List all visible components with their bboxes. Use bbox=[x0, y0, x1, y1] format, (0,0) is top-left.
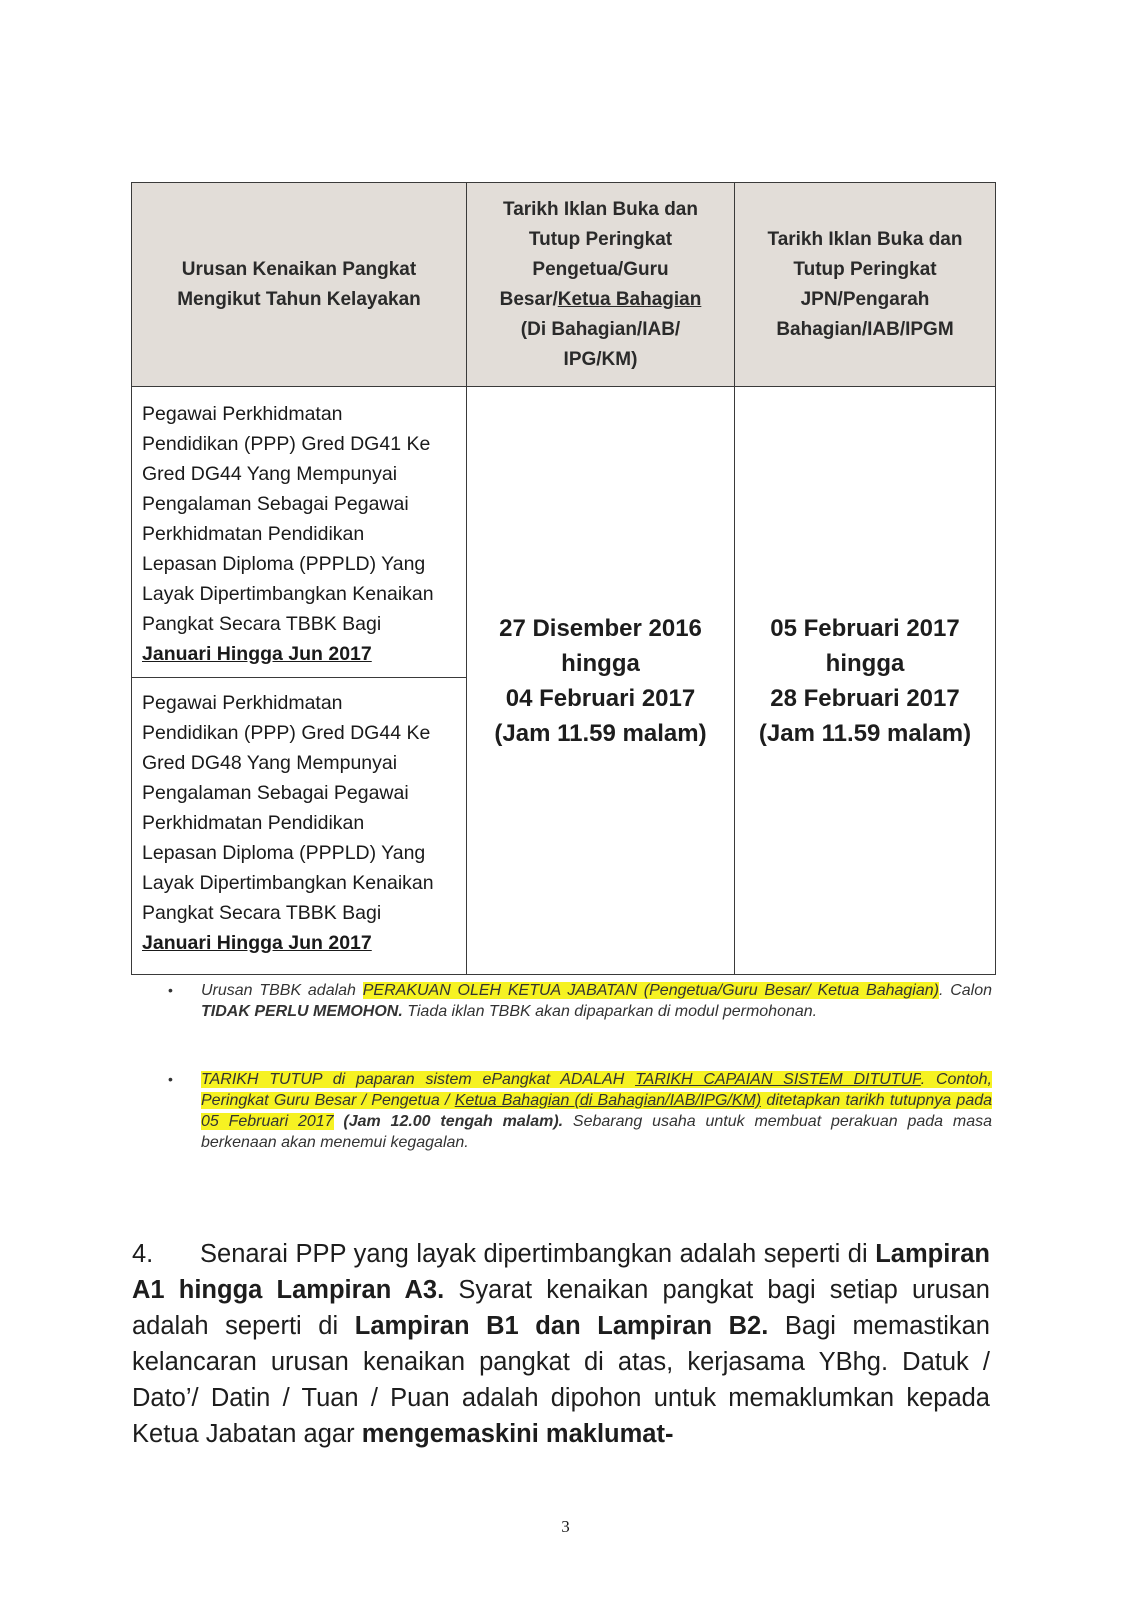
note-tbbk: • Urusan TBBK adalah PERAKUAN OLEH KETUA JABATAN (Pengetua/Guru Besar/ Ketua Bahagian). Calon TIDAK PERLU MEMOHON. Tiada iklan TBBK akan dipaparkan di modul permohonan. bbox=[168, 982, 993, 1020]
header-urusan: Urusan Kenaikan Pangkat Mengikut Tahun Kelayakan bbox=[132, 183, 467, 387]
header-jpn-dates: Tarikh Iklan Buka dan Tutup Peringkat JPN/Pengarah Bahagian/IAB/IPGM bbox=[735, 183, 996, 387]
bullet-icon: • bbox=[168, 1071, 173, 1087]
note-closing-date: • TARIKH TUTUP di paparan sistem ePangkat ADALAH TARIKH CAPAIAN SISTEM DITUTUP. Contoh, Peringkat Guru Besar / Pengetua / Ketua Bahagian (di Bahagian/IAB/IPG/KM) ditetapkan tarikh tutupnya pada 05 Februari 2017 (Jam 12.00 tengah malam). Sebarang usaha untuk membuat perakuan pada masa berkenaan akan menemui kegagalan. bbox=[168, 1071, 993, 1151]
page-number: 3 bbox=[561, 1517, 570, 1536]
eligibility-cell bbox=[132, 387, 467, 975]
eligibility-dg41-dg44: Pegawai Perkhidmatan Pendidikan (PPP) Gred DG41 Ke Gred DG44 Yang Mempunyai Pengalaman Sebagai Pegawai Perkhidmatan Pendidikan Lepasan Diploma (PPPLD) Yang Layak Dipertimbangkan Kenaikan Pangkat Secara TBBK Bagi Januari Hingga Jun 2017 bbox=[132, 387, 466, 678]
promotion-schedule-table bbox=[131, 182, 996, 975]
paragraph-number: 4. bbox=[132, 1240, 154, 1268]
principal-date-range: 27 Disember 2016 hingga 04 Februari 2017 (Jam 11.59 malam) bbox=[467, 387, 735, 975]
jpn-date-range: 05 Februari 2017 hingga 28 Februari 2017 (Jam 11.59 malam) bbox=[735, 387, 996, 975]
bullet-icon: • bbox=[168, 982, 173, 998]
paragraph-4: 4. Senarai PPP yang layak dipertimbangkan adalah seperti di Lampiran A1 hingga Lampiran A3. Syarat kenaikan pangkat bagi setiap urusan adalah seperti di Lampiran B1 dan Lampiran B2. Bagi memastikan kelancaran urusan kenaikan pangkat di atas, kerjasama YBhg. Datuk / Dato’/ Datin / Tuan / Puan adalah dipohon untuk memaklumkan kepada Ketua Jabatan agar mengemaskini maklumat- bbox=[132, 1236, 990, 1452]
eligibility-dg44-dg48: Pegawai Perkhidmatan Pendidikan (PPP) Gred DG44 Ke Gred DG48 Yang Mempunyai Pengalaman Sebagai Pegawai Perkhidmatan Pendidikan Lepasan Diploma (PPPLD) Yang Layak Dipertimbangkan Kenaikan Pangkat Secara TBBK Bagi Januari Hingga Jun 2017 bbox=[142, 692, 434, 954]
table-header-row bbox=[132, 183, 996, 387]
header-principal-dates: Tarikh Iklan Buka dan Tutup Peringkat Pengetua/Guru Besar/Ketua Bahagian (Di Bahagian/IAB/ IPG/KM) bbox=[467, 183, 735, 387]
table-row bbox=[132, 387, 996, 975]
